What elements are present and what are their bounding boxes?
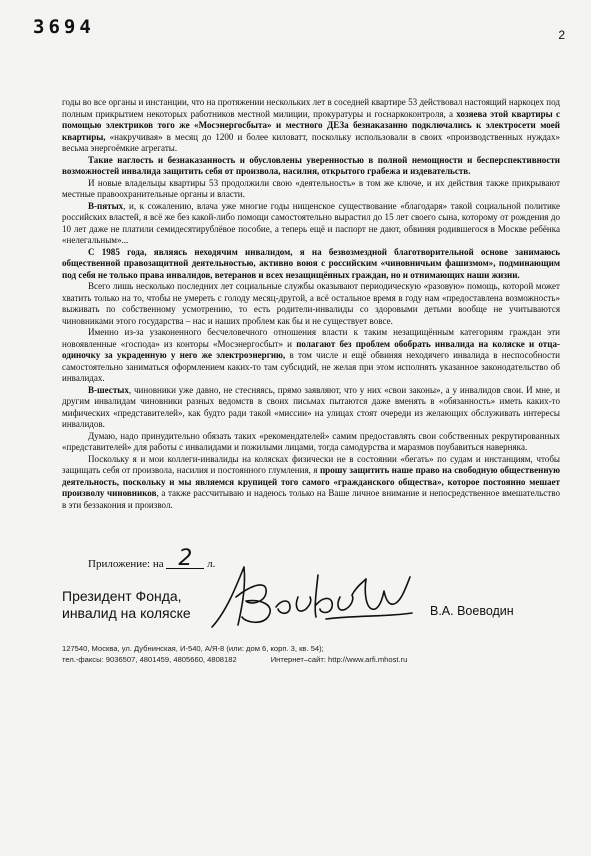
footer-website[interactable]: Интернет–сайт: http://www.arfi.mhost.ru: [270, 655, 408, 664]
paragraph-3: И новые владельцы квартиры 53 продолжили свою «деятельность» в том же ключе, и их действия также прикрывают местные правоохранительные органы и власти.: [62, 177, 560, 199]
paragraph-6: Всего лишь несколько последних лет социальные службы оказывают периодическую «разовую» помощь, которой может хватить только на то, чтобы не умереть с голоду месяц-другой, а всё остальное время в году нам «предоставлена возможность» выживать по собственному усмотрению, то есть родители-инвалиды со здоровыми детьми вообще не учитываются чиновниками этого государства – нас и наших проблем как бы и не существует вовсе.: [62, 281, 560, 326]
footer-phones: тел.-факсы: 9036507, 4801459, 4805660, 4808182: [62, 655, 237, 664]
registration-stamp-number: 3694: [33, 16, 95, 38]
handwritten-signature: [206, 557, 416, 635]
paragraph-2: Такие наглость и безнаказанность и обусловлены уверенностью в полной немощности и бесперспективности возможностей инвалида защитить себя от произвола, насилия, открытого грабежа и издевательств.: [62, 154, 560, 176]
paragraph-7: Именно из-за узаконенного бесчеловечного отношения власти к таким незащищённым категориям граждан эти новоявленные «господа» из конторы «Мосэнергосбыт» и полагают без проблем обобрать инвалида на коляске и отца-одиночку за украденную у него же электроэнергию, в том числе и ещё обвиняя неходячего инвалида в неспособности самостоятельно заниматься оформлением каких-то там субсидий, не желая при этом исполнять указанное законодательство об инвалидах.: [62, 327, 560, 383]
paragraph-8: В-шестых, чиновники уже давно, не стесняясь, прямо заявляют, что у них «свои законы», а у инвалидов свои. И мне, и другим инвалидам чиновники разных ведомств в своих письмах пытаются даже вменять в «обязанность» иметь каких-то мифических «представителей», как будто ради такой «миссии» на улицах стоят очереди из желающих обслуживать интересы инвалидов.: [62, 384, 560, 429]
paragraph-1: годы во все органы и инстанции, что на протяжении нескольких лет в соседней квартире 53 действовал настоящий наркоцех под полным прикрытием некоторых работников местной милиции, прокуратуры и госнаркоконтроля, а хозяева этой квартиры с помощью электриков того же «Мосэнергосбыта» и местного ДЕЗа безнаказанно подключались к электросети моей квартиры, «накручивая» в месяц до 1200 и более киловатт, поскольку использовали в своих «производственных нуждах» весьма энергоёмкие агрегаты.: [62, 97, 560, 153]
page-number: 2: [558, 28, 565, 42]
paragraph-9: Думаю, надо принудительно обязать таких «рекомендателей» самим предоставлять свои собственных рекрутированных «представителей» для работы с инвалидами и пожилыми лицами, тогда самодурства и маразмов поубавиться наверняка.: [62, 430, 560, 452]
paragraph-4: В-пятых, и, к сожалению, влача уже многие годы нищенское существование «благодаря» такой социальной политике российских властей, я всё же без какой-либо помощи самостоятельно вырастил до 15 лет своего сына, которому от рождения до 10 лет даже не платили семидесятирублёвое пособие, а теперь ещё и паспорт не дают, обвиняя родившегося в Москве ребёнка «нелегальным»...: [62, 200, 560, 245]
paragraph-5: С 1985 года, являясь неходячим инвалидом, я на безвозмездной благотворительной основе занимаюсь общественной правозащитной деятельностью, активно воюя с российским «чиновничьим фашизмом», подминающим под себя не только права инвалидов, ветеранов и всех незащищённых граждан, но и отнимающих наши жизни.: [62, 246, 560, 280]
footer-contacts: [62, 654, 562, 665]
signatory-title: Президент Фонда, инвалид на коляске: [62, 588, 191, 621]
attachment-page-count: 2: [166, 550, 204, 569]
signatory-name: В.А. Воеводин: [430, 604, 514, 618]
footer-address: 127540, Москва, ул. Дубнинская, И-540, А/Я-8 (или: дом 6, корп. 3, кв. 54);: [62, 644, 324, 653]
attachment-note: Приложение: на 2 л.: [88, 546, 216, 571]
letter-body: [62, 97, 560, 511]
letterhead-footer: [62, 643, 562, 665]
paragraph-10: Поскольку я и мои коллеги-инвалиды на колясках физически не в состоянии «бегать» по судам и инстанциям, чтобы защищать себя от произвола, насилия и постоянного глумления, я прошу защитить наше право на свободную общественную деятельность, поскольку и мы являемся крупицей того самого «гражданского общества», которое постоянно мешает произволу чиновников, а также рассчитываю и надеюсь только на Ваше личное внимание и непосредственное вмешательство в эти беззакония и произвол.: [62, 453, 560, 510]
